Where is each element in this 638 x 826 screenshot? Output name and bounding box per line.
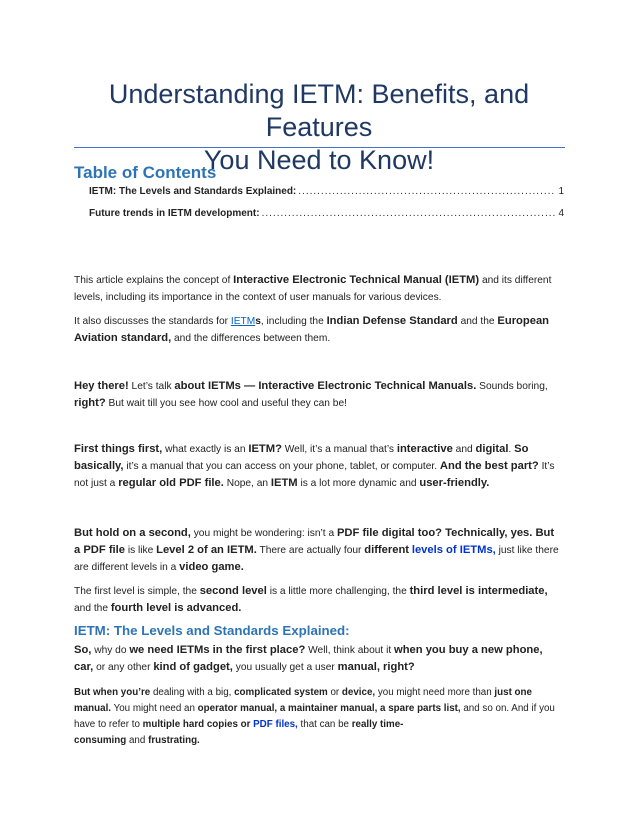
- toc-leader-dots: [262, 208, 557, 219]
- toc-heading: Table of Contents: [74, 163, 217, 182]
- why-paragraph: So, why do we need IETMs in the first place? Well, think about it when you buy a new phone, car, or any other kind of gadget, you usually get a user manual, right?: [74, 644, 543, 673]
- toc-entry-levels[interactable]: [89, 186, 564, 197]
- levels-of-ietms-link[interactable]: levels of IETMs,: [411, 544, 496, 556]
- pdf-files-link[interactable]: PDF files,: [253, 719, 298, 730]
- first-things-paragraph: First things first, what exactly is an IETM? Well, it’s a manual that’s interactive and digital. So basically, it’s a manual that you can access on your phone, tablet, or computer. And the best part? It’s not just a regular old PDF file. Nope, an IETM is a lot more dynamic and user-friendly.: [74, 443, 555, 489]
- levels-paragraph: The first level is simple, the second level is a little more challenging, the third level is intermediate, and the fourth level is advanced.: [74, 585, 548, 614]
- intro-paragraph-1: This article explains the concept of Interactive Electronic Technical Manual (IETM) and its different levels, including its importance in the context of user manuals for various devices.: [74, 274, 552, 303]
- title-divider: [74, 147, 565, 148]
- intro-paragraph-2: It also discusses the standards for IETMs, including the Indian Defense Standard and the European Aviation standard, and the differences between them.: [74, 315, 550, 344]
- title-line-2: You Need to Know!: [203, 145, 435, 175]
- complex-system-paragraph: But when you’re dealing with a big, complicated system or device, you might need more than just one manual. You might need an operator manual, a maintainer manual, a spare parts list, and so on. And if you have to refer to multiple hard copies or PDF files, that can be really time- consuming and frustrating.: [74, 687, 555, 746]
- toc-entry-label[interactable]: IETM: The Levels and Standards Explained:: [89, 186, 297, 197]
- toc-entry-page: 4: [558, 208, 564, 219]
- toc-leader-dots: [298, 186, 556, 197]
- toc-entry-future-trends[interactable]: [89, 208, 564, 219]
- toc-entry-label[interactable]: Future trends in IETM development:: [89, 208, 260, 219]
- title-line-1: Understanding IETM: Benefits, and Features: [108, 79, 530, 142]
- hold-on-paragraph: But hold on a second, you might be wondering: isn’t a PDF file digital too? Technically, yes. But a PDF file is like Level 2 of an IETM. There are actually four different levels of IETMs, just like there are different levels in a video game.: [74, 527, 559, 573]
- section-heading-levels: IETM: The Levels and Standards Explained:: [74, 623, 350, 638]
- ietm-link[interactable]: IETM: [230, 316, 256, 327]
- hey-paragraph: Hey there! Let’s talk about IETMs — Interactive Electronic Technical Manuals. Sounds boring, right? But wait till you see how cool and useful they can be!: [74, 380, 548, 409]
- toc-entry-page: 1: [558, 186, 564, 197]
